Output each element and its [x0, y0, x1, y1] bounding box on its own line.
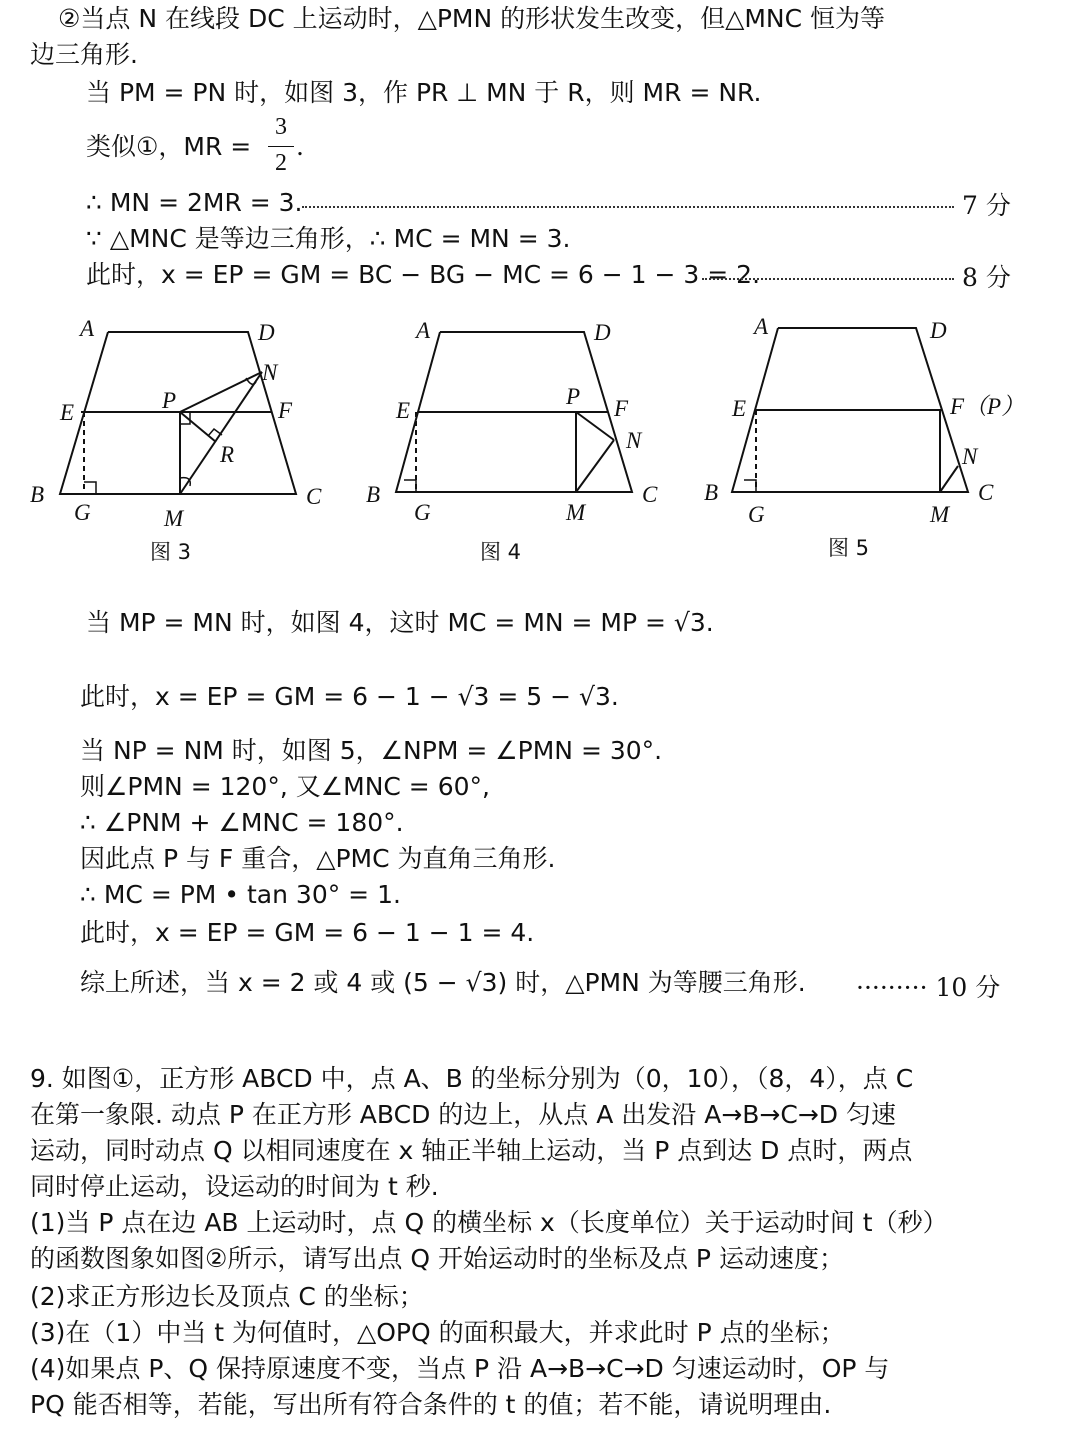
fig5-label-f: F（P）	[950, 394, 1025, 419]
fig3-label-n: N	[262, 360, 278, 385]
fig5-label-a: A	[754, 314, 769, 339]
fig4-label-m: M	[566, 500, 586, 525]
solution-line-4: 类似①，MR =	[86, 132, 252, 161]
fraction-numerator: 3	[275, 114, 287, 140]
fig4-label-p: P	[566, 384, 581, 409]
fig3-label-b: B	[30, 482, 45, 507]
fig4-label-f: F	[614, 396, 629, 421]
fig4-segment-mn	[576, 440, 614, 492]
fig4-label-a: A	[416, 318, 431, 343]
fig3-label-d: D	[258, 320, 275, 345]
solution-line-7: 此时，x = EP = GM = BC − BG − MC = 6 − 1 − 3 = 2.	[86, 260, 761, 289]
score-leader-7	[302, 206, 954, 208]
figure-3	[20, 310, 340, 570]
fig5-label-e: E	[732, 396, 747, 421]
problem9-question-4a: (4)如果点 P、Q 保持原速度不变，当点 P 沿 A→B→C→D 匀速运动时，OP 与	[30, 1354, 890, 1383]
solution-line-6: ∵ △MNC 是等边三角形，∴ MC = MN = 3.	[86, 224, 571, 253]
problem9-line-4: 同时停止运动，设运动的时间为 t 秒.	[30, 1172, 439, 1201]
solution-line-1: ②当点 N 在线段 DC 上运动时，△PMN 的形状发生改变，但△MNC 恒为等	[58, 4, 886, 33]
fig5-label-g: G	[748, 502, 765, 527]
solution-line-9: 此时，x = EP = GM = 6 − 1 − √3 = 5 − √3.	[80, 682, 619, 711]
problem9-question-3: (3)在（1）中当 t 为何值时，△OPQ 的面积最大，并求此时 P 点的坐标；	[30, 1318, 845, 1347]
fig4-label-e: E	[396, 398, 411, 423]
solution-line-3: 当 PM = PN 时，如图 3，作 PR ⊥ MN 于 R，则 MR = NR.	[86, 78, 762, 107]
fig3-label-f: F	[278, 398, 293, 423]
problem9-line-1: 9. 如图①，正方形 ABCD 中，点 A、B 的坐标分别为（0，10），（8，4），点 C	[30, 1064, 914, 1093]
fig5-label-m: M	[930, 502, 950, 527]
problem9-line-2: 在第一象限. 动点 P 在正方形 ABCD 的边上，从点 A 出发沿 A→B→C→D 匀速	[30, 1100, 896, 1129]
score-leader-8	[702, 278, 954, 280]
solution-line-15: 此时，x = EP = GM = 6 − 1 − 1 = 4.	[80, 918, 535, 947]
fig4-label-g: G	[414, 500, 431, 525]
fig4-label-c: C	[642, 482, 658, 507]
fig5-label-b: B	[704, 480, 719, 505]
fig5-label-d: D	[930, 318, 947, 343]
fig3-label-e: E	[60, 400, 75, 425]
fraction-bar	[268, 146, 294, 147]
solution-line-11: 则∠PMN = 120°, 又∠MNC = 60°,	[80, 772, 490, 801]
fraction-denominator: 2	[275, 150, 287, 176]
problem9-question-1b: 的函数图象如图②所示，请写出点 Q 开始运动时的坐标及点 P 运动速度；	[30, 1244, 844, 1273]
fraction-period: .	[296, 132, 304, 161]
fig3-segment-pr	[180, 412, 216, 442]
fig5-caption: 图 5	[828, 536, 870, 560]
fig3-segment-mn	[180, 372, 262, 494]
fig3-label-m: M	[164, 506, 184, 531]
problem9-question-4b: PQ 能否相等，若能，写出所有符合条件的 t 的值；若不能，请说明理由.	[30, 1390, 832, 1419]
solution-line-12: ∴ ∠PNM + ∠MNC = 180°.	[80, 808, 404, 837]
solution-line-8: 当 MP = MN 时，如图 4，这时 MC = MN = MP = √3.	[86, 608, 714, 637]
fig4-label-n: N	[626, 428, 642, 453]
score-8: 8 分	[962, 263, 1011, 292]
fig3-label-c: C	[306, 484, 322, 509]
solution-line-13: 因此点 P 与 F 重合，△PMC 为直角三角形.	[80, 844, 556, 873]
figure-4	[356, 310, 676, 570]
problem9-line-3: 运动，同时动点 Q 以相同速度在 x 轴正半轴上运动，当 P 点到达 D 点时，两点	[30, 1136, 913, 1165]
solution-line-14: ∴ MC = PM • tan 30° = 1.	[80, 880, 401, 909]
fig4-caption: 图 4	[480, 540, 522, 564]
problem9-question-1a: (1)当 P 点在边 AB 上运动时，点 Q 的横坐标 x（长度单位）关于运动时间 t（秒）	[30, 1208, 948, 1237]
fig5-label-n: N	[962, 444, 978, 469]
fig3-caption: 图 3	[150, 540, 192, 564]
solution-line-16: 综上所述，当 x = 2 或 4 或 (5 − √3) 时，△PMN 为等腰三角形.	[80, 968, 806, 997]
problem9-question-2: (2)求正方形边长及顶点 C 的坐标；	[30, 1282, 424, 1311]
fig5-segment-mn	[940, 466, 958, 492]
fig4-right-angle-g	[404, 480, 416, 492]
figure-5	[692, 310, 1032, 570]
fig3-label-r: R	[220, 442, 235, 467]
score-7: 7 分	[962, 191, 1011, 220]
fig5-right-angle-g	[744, 480, 756, 492]
fig5-label-c: C	[978, 480, 994, 505]
solution-line-10: 当 NP = NM 时，如图 5，∠NPM = ∠PMN = 30°.	[80, 736, 663, 765]
score-10: ········· 10 分	[856, 973, 1001, 1002]
fig3-label-p: P	[162, 388, 177, 413]
solution-line-5: ∴ MN = 2MR = 3.	[86, 188, 303, 217]
solution-line-2: 边三角形.	[30, 40, 138, 69]
fig3-right-angle-g	[84, 482, 96, 494]
fig3-label-g: G	[74, 500, 91, 525]
fig3-label-a: A	[80, 316, 95, 341]
fig4-label-b: B	[366, 482, 381, 507]
fig4-label-d: D	[594, 320, 611, 345]
